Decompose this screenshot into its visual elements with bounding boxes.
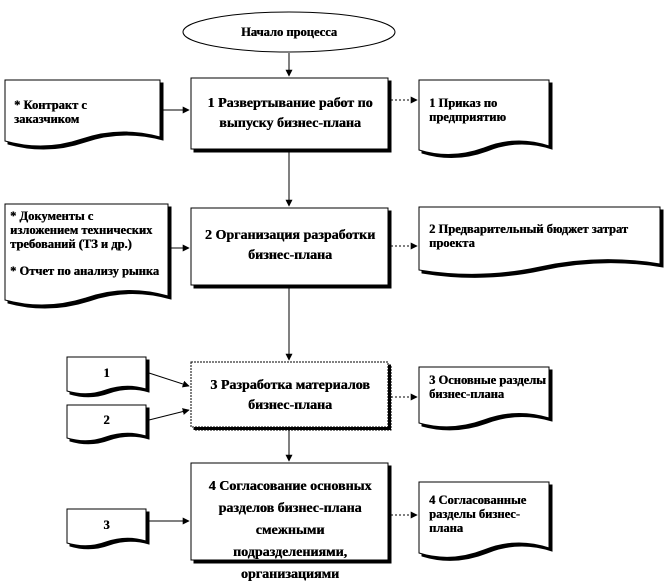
output-label-step2: 2 Предварительный бюджет затрат проекта [429,222,628,250]
arrow-input3b-to-step3 [149,410,189,420]
input-label-step3-a: 1 [103,366,110,380]
output-label-step1: 1 Приказ по предприятию [429,96,506,124]
step4-label: 4 Согласование основных разделов бизнес-плана смежными подразделениями, организациями [208,479,372,582]
step3-label: 3 Разработка материалов бизнес-плана [210,378,370,413]
input-label-step1: * Контракт с заказчиком [14,98,87,126]
input-label-step4: 3 [103,518,110,532]
input-label-step2-a: * Документы с изложением технических требований (ТЗ и др.) [10,209,153,251]
start-label: Начало процесса [240,25,338,39]
input-label-step2-b: * Отчет по анализу рынка [10,264,160,278]
input-label-step3-b: 2 [103,413,110,427]
step2-label: 2 Организация разработки бизнес-плана [204,228,376,263]
output-label-step3: 3 Основные разделы бизнес-плана [429,373,546,401]
arrow-input3a-to-step3 [149,373,189,386]
step1-label: 1 Развертывание работ по выпуску бизнес-плана [207,96,373,131]
output-label-step4: 4 Согласованные разделы бизнес-плана [429,493,527,535]
